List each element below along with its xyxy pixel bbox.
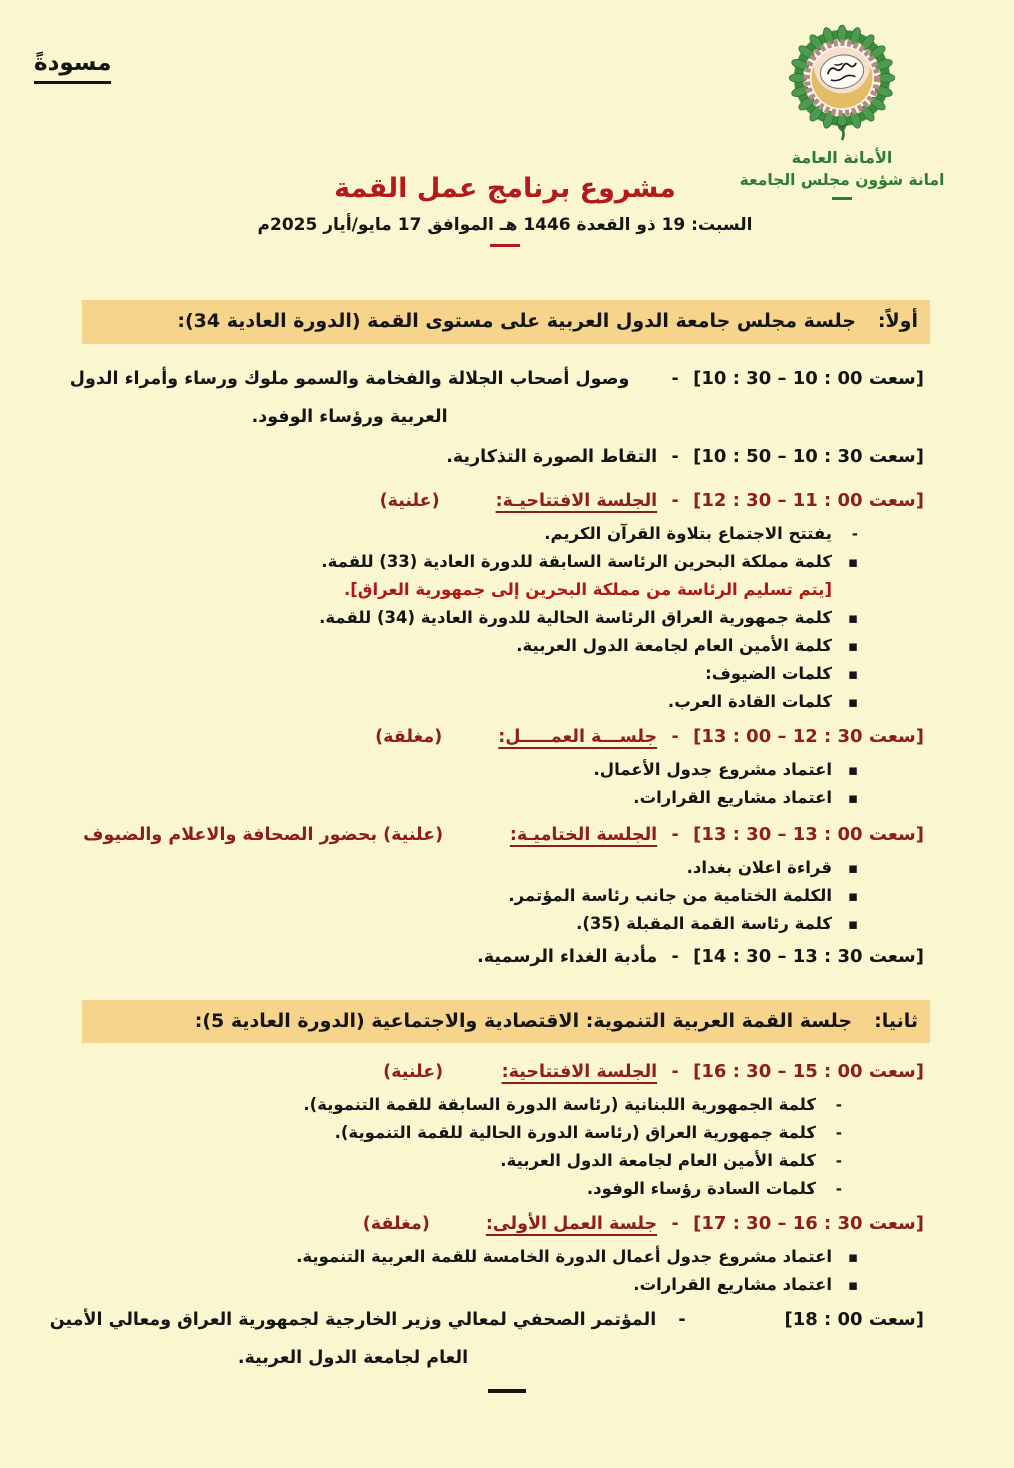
org-line-general-secretariat: الأمانة العامة: [791, 148, 893, 167]
row-description: وصول أصحاب الجلالة والفخامة والسمو ملوك ورساء وأمراء الدول العربية ورؤساء الوفود.: [69, 368, 630, 427]
section-1-title: جلسة مجلس جامعة الدول العربية على مستوى القمة (الدورة العادية 34):: [177, 310, 856, 332]
session-status: (علنية): [383, 1062, 444, 1083]
section-1-label: أولاً:: [877, 310, 918, 332]
opening-session-items: [0, 520, 1014, 716]
row-dash: -: [671, 1062, 679, 1083]
bullet: -: [835, 1180, 842, 1199]
document-end-divider: [488, 1389, 526, 1393]
closing-session-items: [0, 854, 1014, 938]
document-date: السبت: 19 ذو القعدة 1446 هـ الموافق 17 مايو/أيار 2025م: [257, 214, 753, 235]
title-block: [240, 172, 770, 247]
draft-stamp: مسودةً: [34, 50, 111, 84]
bullet: ▪: [847, 664, 858, 683]
session-title: الجلسة الختاميـة:: [509, 824, 658, 845]
bullet: ▪: [847, 858, 858, 877]
row-dash: -: [678, 1310, 686, 1331]
section-2-heading: [82, 1000, 930, 1044]
list-item: ▪ اعتماد مشاريع القرارات.: [42, 784, 858, 812]
section-1-heading: [82, 300, 930, 344]
session-title: الجلسة الافتتاحية:: [501, 1062, 658, 1083]
row-dash: -: [671, 726, 679, 747]
row-dash: -: [671, 368, 679, 389]
row-dash: -: [671, 446, 679, 467]
list-item: ▪ كلمة مملكة البحرين الرئاسة السابقة للدورة العادية (33) للقمة.: [42, 548, 858, 576]
dev-opening-session-items: [0, 1091, 1014, 1203]
bullet: ▪: [847, 914, 858, 933]
schedule-row-opening-session: [0, 488, 1014, 514]
time-range: [12 : 30 – 11 : 00 سعت]: [693, 489, 924, 511]
red-divider: [490, 244, 520, 247]
row-dash: -: [671, 1214, 679, 1235]
bullet: -: [835, 1152, 842, 1171]
working-session-items: [0, 756, 1014, 812]
list-item: - كلمة جمهورية العراق (رئاسة الدورة الحالية للقمة التنموية).: [42, 1119, 842, 1147]
schedule-row-working-session: [0, 724, 1014, 750]
list-item: ▪ كلمات القادة العرب.: [42, 688, 858, 716]
schedule-content: [0, 300, 1014, 1393]
list-item: ▪ كلمة جمهورية العراق الرئاسة الحالية للدورة العادية (34) للقمة.: [42, 604, 858, 632]
bullet: ▪: [847, 1248, 858, 1267]
schedule-row-first-working-session: [0, 1211, 1014, 1237]
row-dash: -: [671, 490, 679, 511]
list-item: ▪ قراءة اعلان بغداد.: [42, 854, 858, 882]
bullet: ▪: [847, 886, 858, 905]
list-item: - كلمة الأمين العام لجامعة الدول العربية.: [42, 1147, 842, 1175]
session-title: الجلسة الافتتاحيـة:: [495, 490, 658, 511]
row-description: المؤتمر الصحفي لمعالي وزير الخارجية لجمهورية العراق ومعالي الأمين العام لجامعة الدول العربية.: [49, 1310, 657, 1369]
row-description: التقاط الصورة التذكارية.: [446, 446, 658, 467]
time-range: [16 : 30 – 15 : 00 سعت]: [693, 1061, 924, 1083]
time-range: [13 : 00 – 12 : 30 سعت]: [693, 725, 924, 747]
time-range: [17 : 30 – 16 : 30 سعت]: [693, 1213, 924, 1235]
session-status: (علنية): [379, 490, 440, 511]
time-range: [18 : 00 سعت]: [784, 1309, 924, 1331]
row-dash: -: [671, 824, 679, 845]
section-2-label: ثانيا:: [874, 1009, 918, 1032]
schedule-row-arrival: [0, 360, 1014, 436]
list-item: ▪ كلمة الأمين العام لجامعة الدول العربية.: [42, 632, 858, 660]
bullet: -: [851, 524, 858, 543]
list-item: ▪ اعتماد مشاريع القرارات.: [42, 1271, 858, 1299]
arab-league-emblem-icon: [714, 20, 970, 142]
list-item: ▪ كلمة رئاسة القمة المقبلة (35).: [42, 910, 858, 938]
list-item: - كلمات السادة رؤساء الوفود.: [42, 1175, 842, 1203]
bullet: ▪: [847, 608, 858, 627]
bullet: ▪: [847, 760, 858, 779]
session-status: (مغلقة): [362, 1214, 430, 1235]
bullet: ▪: [847, 552, 858, 571]
org-line-council-affairs: امانة شؤون مجلس الجامعة: [739, 171, 945, 189]
bullet: -: [835, 1096, 842, 1115]
time-range: [13 : 30 – 13 : 00 سعت]: [693, 823, 924, 845]
schedule-row-lunch: [0, 944, 1014, 970]
time-range: [14 : 30 – 13 : 30 سعت]: [693, 945, 924, 967]
bullet: ▪: [847, 788, 858, 807]
session-title: جلسة العمل الأولى:: [485, 1214, 658, 1235]
row-dash: -: [671, 946, 679, 967]
schedule-row-press-conference: [0, 1301, 1014, 1377]
time-range: [10 : 30 – 10 : 00 سعت]: [693, 367, 924, 389]
section-2-title: جلسة القمة العربية التنموية: الاقتصادية والاجتماعية (الدورة العادية 5):: [194, 1009, 853, 1032]
list-item: - يفتتح الاجتماع بتلاوة القرآن الكريم.: [42, 520, 858, 548]
presidency-handover-note: [يتم تسليم الرئاسة من مملكة البحرين إلى جمهورية العراق].: [343, 579, 832, 599]
time-range: [10 : 50 – 10 : 30 سعت]: [693, 445, 924, 467]
session-status: (مغلقة): [375, 726, 443, 747]
bullet: ▪: [847, 1276, 858, 1295]
row-description: مأدبة الغداء الرسمية.: [477, 946, 658, 967]
schedule-row-dev-opening-session: [0, 1059, 1014, 1085]
green-divider: [832, 197, 852, 200]
bullet: ▪: [847, 636, 858, 655]
first-working-session-items: [0, 1243, 1014, 1299]
list-item: - كلمة الجمهورية اللبنانية (رئاسة الدورة السابقة للقمة التنموية).: [42, 1091, 842, 1119]
schedule-row-closing-session: [0, 822, 1014, 848]
session-title: جلســـة العمـــــل:: [498, 726, 658, 747]
list-item: ▪ اعتماد مشروع جدول أعمال الدورة الخامسة للقمة العربية التنموية.: [42, 1243, 858, 1271]
schedule-row-photo: [0, 444, 1014, 470]
session-status: (علنية) بحضور الصحافة والاعلام والضيوف: [83, 824, 444, 845]
list-item: ▪ كلمات الضيوف:: [42, 660, 858, 688]
bullet: -: [835, 1124, 842, 1143]
list-item: ▪ الكلمة الختامية من جانب رئاسة المؤتمر.: [42, 882, 858, 910]
list-item: ▪ اعتماد مشروع جدول الأعمال.: [42, 756, 858, 784]
bullet: ▪: [847, 692, 858, 711]
document-title: مشروع برنامج عمل القمة: [334, 173, 676, 204]
